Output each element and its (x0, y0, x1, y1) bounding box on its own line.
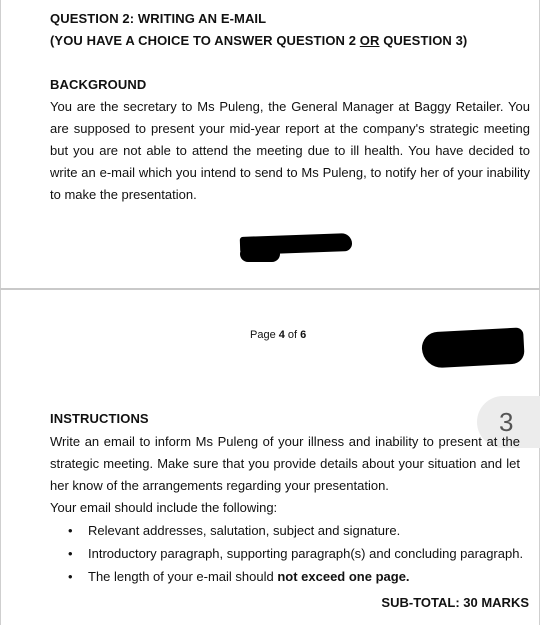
redaction-mark (240, 246, 280, 262)
page-current: 4 (278, 329, 285, 341)
question-choice-note (50, 33, 467, 48)
question-title: QUESTION 2: WRITING AN E-MAIL (50, 11, 267, 26)
page-of: of (284, 329, 301, 341)
choice-or: OR (359, 33, 380, 48)
list-item-text: Introductory paragraph, supporting paragraph(s) and concluding paragraph. (88, 546, 524, 561)
bullet-icon: • (68, 523, 73, 538)
page-label: Page (250, 329, 279, 341)
bullet-icon: • (68, 546, 73, 561)
instructions-heading: INSTRUCTIONS (50, 411, 149, 426)
bullet-icon: • (68, 569, 73, 584)
list-item (50, 565, 530, 588)
list-item-text: Relevant addresses, salutation, subject and signature. (88, 523, 401, 538)
choice-prefix: (YOU HAVE A CHOICE TO ANSWER QUESTION 2 (50, 33, 360, 48)
redaction-mark (421, 327, 525, 368)
list-item (50, 542, 530, 565)
instructions-paragraph: Write an email to inform Ms Puleng of your illness and inability to present at the strategic meeting. Make sure that you provide details about your situation and let her know of the arrangements regarding your presentation. (50, 434, 520, 493)
list-item (50, 519, 530, 542)
background-heading: BACKGROUND (50, 77, 147, 92)
page-number (250, 329, 306, 341)
background-paragraph: You are the secretary to Ms Puleng, the General Manager at Baggy Retailer. You are supposed to present your mid-year report at the company's strategic meeting but you are not able to attend the meeting due to ill health. You have decided to write an e-mail which you intend to send to Ms Puleng, to notify her of your inability to make the presentation. (50, 99, 530, 202)
requirements-list (50, 519, 530, 588)
length-prefix: The length of your e-mail should (88, 569, 278, 584)
length-bold: not exceed one page. (277, 569, 410, 584)
choice-suffix: QUESTION 3) (379, 33, 468, 48)
include-intro: Your email should include the following: (50, 500, 278, 515)
page-total: 6 (300, 329, 307, 341)
subtotal-marks: SUB-TOTAL: 30 MARKS (381, 595, 529, 610)
page-indicator-badge[interactable]: 3 (477, 396, 540, 448)
